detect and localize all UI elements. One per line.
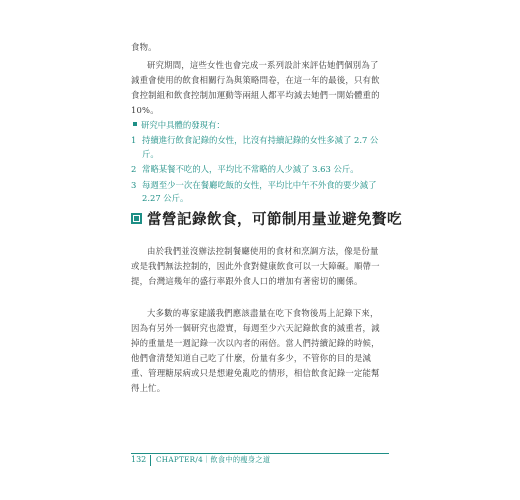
finding-text: 常略某餐不吃的人，平均比不常略的人少減了 3.63 公斤。: [142, 164, 359, 174]
paragraph-study-period: 研究期間，這些女性也會完成一系列設計來評估她們個別為了減重會使用的飲食相關行為與策略問卷，在這一年的最後，只有飲食控制組和飲食控制加運動等兩組人都平均減去她們一開始體重的 10%。: [131, 60, 380, 115]
finding-number: 2: [131, 164, 137, 174]
finding-text: 每週至少一次在餐廳吃飯的女性，平均比中午不外食的要少減了 2.27 公斤。: [142, 179, 377, 203]
paragraph-continuation: 食物。: [131, 42, 157, 52]
page-number: 132: [131, 455, 147, 464]
paragraph-food-journal: 大多數的專家建議我們應該盡量在吃下食物後馬上記錄下來，因為有另外一個研究也證實，每週至少六天記錄飲食的減重者，減掉的重量是一週記錄一次以內者的兩倍。當人們持續記錄的時候，他們會清楚知道自己吃了什麼，份量有多少，不管你的目的是減重、管理糖尿病或只是想避免亂吃的情形，相信飲食記錄一定能幫得上忙。: [131, 308, 380, 393]
section-square-icon: [131, 213, 142, 224]
footer-divider: [150, 455, 151, 466]
section-title: 當營記錄飲食，可節制用量並避免贅吃: [147, 210, 402, 228]
finding-item: [131, 134, 381, 161]
finding-number: 3: [131, 179, 137, 190]
finding-item: [131, 163, 381, 177]
bullet-square-icon: [133, 122, 137, 126]
footer-rule: [131, 453, 389, 454]
finding-item: [131, 179, 381, 206]
paragraph-eating-out: 由於我們並沒辦法控制餐廳使用的食材和烹調方法，像是份量或是我們無法控制的，因此外食對健康飲食可以一大障礙。順帶一提，台灣這幾年的盛行率跟外食人口的增加有著密切的關係。: [131, 246, 380, 286]
findings-list: [131, 134, 381, 208]
finding-number: 1: [131, 135, 137, 145]
section-heading: [131, 208, 402, 228]
finding-text: 持續進行飲食記錄的女性，比沒有持續記錄的女性多減了 2.7 公斤。: [142, 135, 379, 159]
findings-title: 研究中具體的發現有：: [141, 120, 225, 130]
chapter-label: CHAPTER/4｜飲食中的瘦身之道: [156, 455, 271, 464]
